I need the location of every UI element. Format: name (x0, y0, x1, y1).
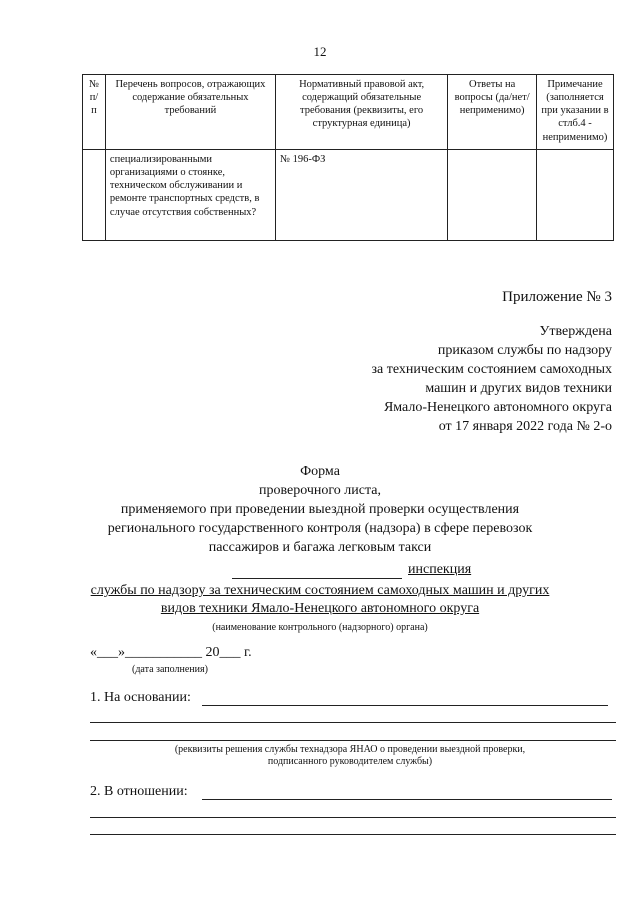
header-answers: Ответы на вопросы (да/нет/ неприменимо) (448, 75, 537, 150)
form-title-line: регионального государственного контроля (надзора) в сфере перевозок (107, 521, 533, 536)
approval-line: от 17 января 2022 года № 2-о (438, 419, 612, 434)
item-1-line[interactable] (202, 705, 608, 706)
form-title-line: применяемого при проведении выездной проверки осуществления (120, 502, 520, 517)
approval-line: Утверждена (539, 324, 612, 339)
date-caption: (дата заполнения) (132, 664, 208, 675)
approval-line: приказом службы по надзору (437, 343, 612, 358)
item-1-label: 1. На основании: (90, 690, 191, 705)
appendix-title: Приложение № 3 (502, 289, 612, 305)
header-num: № п/п (83, 75, 106, 150)
item-1-caption-2: подписанного руководителем службы) (267, 756, 433, 767)
form-title-line: пассажиров и багажа легковым такси (208, 540, 432, 555)
item-2-line[interactable] (202, 799, 612, 800)
inspection-word: инспекция (408, 562, 472, 577)
item-2-line[interactable] (90, 817, 616, 818)
approval-line: машин и других видов техники (425, 381, 612, 396)
form-title-line: проверочного листа, (259, 483, 381, 498)
header-questions: Перечень вопросов, отражающих содержание обязательных требований (105, 75, 275, 150)
page-number: 12 (313, 44, 327, 59)
cell-question: специализированными организациями о стоянке, техническом обслуживании и ремонте транспортных средств, в случае отсутствия собственных? (105, 150, 275, 241)
approval-line: Ямало-Ненецкого автономного округа (383, 400, 612, 415)
inspection-blank[interactable] (232, 578, 402, 579)
org-caption: (наименование контрольного (надзорного) органа) (212, 622, 428, 633)
approval-line: за техническим состоянием самоходных (371, 362, 612, 377)
approval-block (372, 322, 612, 436)
cell-answer[interactable] (448, 150, 537, 241)
org-line-2: видов техники Ямало-Ненецкого автономного округа (160, 601, 480, 616)
item-2-line[interactable] (90, 834, 616, 835)
cell-act: № 196-ФЗ (275, 150, 447, 241)
cell-note[interactable] (537, 150, 614, 241)
item-2-label: 2. В отношении: (90, 784, 188, 799)
requirements-table (82, 74, 614, 241)
org-line-1: службы по надзору за техническим состоянием самоходных машин и других (90, 583, 550, 598)
table-row (83, 150, 614, 241)
item-1-caption-1: (реквизиты решения службы технадзора ЯНАО о проведении выездной проверки, (174, 744, 526, 755)
form-title-line: Форма (300, 464, 340, 479)
table-header-row (83, 75, 614, 150)
header-legal-act: Нормативный правовой акт, содержащий обязательные требования (реквизиты, его структурная единица) (275, 75, 447, 150)
date-field[interactable]: «___»___________ 20___ г. (90, 645, 252, 660)
header-note: Примечание (заполняется при указании в стлб.4 - неприменимо) (537, 75, 614, 150)
item-1-line[interactable] (90, 722, 616, 723)
cell-num (83, 150, 106, 241)
item-1-line[interactable] (90, 740, 616, 741)
form-title (60, 462, 580, 557)
